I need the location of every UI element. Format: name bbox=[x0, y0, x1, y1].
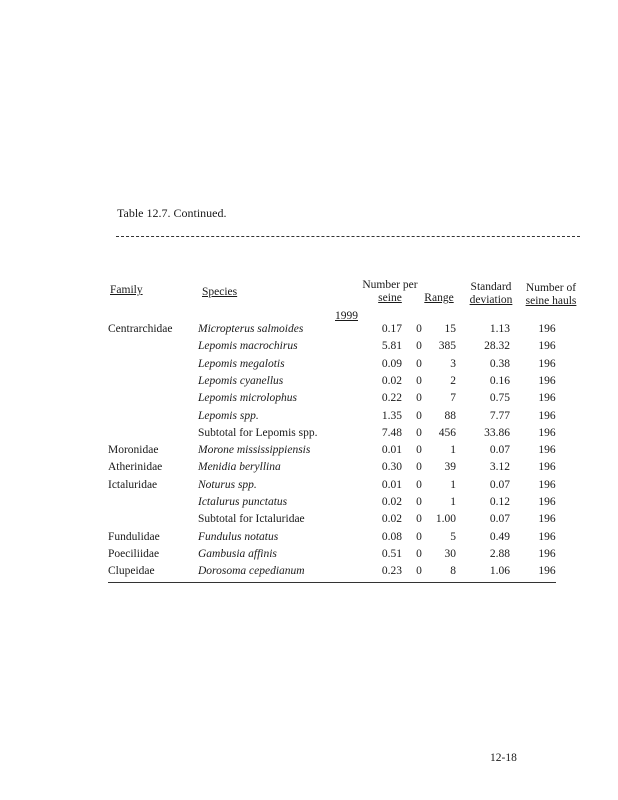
seine-hauls-cell: 196 bbox=[538, 323, 556, 335]
header-number-per-seine bbox=[360, 279, 420, 305]
table-row bbox=[0, 513, 618, 530]
table-row bbox=[0, 323, 618, 340]
seine-hauls-cell: 196 bbox=[538, 496, 556, 508]
header-number-per-seine-line1: Number per bbox=[362, 279, 418, 291]
mean-per-seine-cell: 0.51 bbox=[381, 547, 402, 560]
header-sd-line2 bbox=[466, 294, 516, 307]
mean-per-seine-cell: 0.09 bbox=[381, 357, 402, 370]
seine-hauls-cell: 196 bbox=[538, 426, 556, 439]
table-row bbox=[0, 410, 618, 427]
range-max-cell: 30 bbox=[444, 547, 456, 560]
family-cell: Fundulidae bbox=[108, 530, 160, 543]
species-cell: Fundulus notatus bbox=[198, 530, 279, 543]
range-min-cell: 0 bbox=[416, 478, 422, 491]
header-hauls-line2-text: seine hauls bbox=[525, 295, 577, 307]
header-sd-line1: Standard bbox=[470, 281, 512, 293]
seine-hauls-cell: 196 bbox=[538, 513, 556, 526]
range-min-cell: 0 bbox=[416, 530, 422, 543]
species-cell: Gambusia affinis bbox=[198, 547, 277, 560]
table-caption: Table 12.7. Continued. bbox=[117, 206, 227, 220]
range-min-cell: 0 bbox=[416, 565, 422, 578]
mean-per-seine-cell: 0.02 bbox=[381, 513, 402, 526]
table-row bbox=[0, 531, 618, 548]
range-max-cell: 1.00 bbox=[435, 513, 456, 526]
table-row bbox=[0, 565, 618, 582]
seine-hauls-cell: 196 bbox=[538, 392, 556, 405]
mean-per-seine-cell: 0.01 bbox=[381, 444, 402, 457]
mean-per-seine-cell: 0.02 bbox=[381, 374, 402, 387]
standard-deviation-cell: 3.12 bbox=[489, 461, 510, 474]
family-cell: Poeciliidae bbox=[108, 547, 160, 560]
table-row bbox=[0, 548, 618, 565]
seine-hauls-cell: 196 bbox=[538, 357, 556, 370]
mean-per-seine-cell: 0.23 bbox=[381, 565, 402, 578]
range-min-cell: 0 bbox=[416, 357, 422, 370]
range-min-cell: 0 bbox=[416, 374, 422, 387]
species-cell: Micropterus salmoides bbox=[198, 323, 304, 335]
standard-deviation-cell: 0.75 bbox=[489, 392, 510, 405]
species-cell: Morone mississippiensis bbox=[198, 444, 311, 457]
seine-hauls-cell: 196 bbox=[538, 444, 556, 457]
header-number-of-seine-hauls bbox=[522, 282, 580, 308]
standard-deviation-cell: 0.07 bbox=[489, 478, 510, 491]
range-min-cell: 0 bbox=[416, 426, 422, 439]
header-range: Range bbox=[424, 292, 454, 304]
family-cell: Ictaluridae bbox=[108, 478, 158, 491]
table-row bbox=[0, 479, 618, 496]
seine-hauls-cell: 196 bbox=[538, 340, 556, 353]
family-cell: Centrarchidae bbox=[108, 323, 173, 335]
standard-deviation-cell: 0.07 bbox=[489, 444, 510, 457]
range-max-cell: 8 bbox=[450, 565, 456, 578]
range-min-cell: 0 bbox=[416, 496, 422, 508]
header-hauls-line1: Number of bbox=[525, 282, 577, 294]
header-species: Species bbox=[202, 286, 238, 298]
mean-per-seine-cell: 0.22 bbox=[381, 392, 402, 405]
standard-deviation-cell: 33.86 bbox=[484, 426, 510, 439]
range-min-cell: 0 bbox=[416, 392, 422, 405]
header-family: Family bbox=[110, 284, 143, 296]
range-max-cell: 2 bbox=[450, 374, 456, 387]
seine-hauls-cell: 196 bbox=[538, 409, 556, 422]
standard-deviation-cell: 0.16 bbox=[489, 374, 510, 387]
table-row bbox=[0, 358, 618, 375]
species-cell: Lepomis spp. bbox=[198, 409, 259, 422]
mean-per-seine-cell: 7.48 bbox=[381, 426, 402, 439]
mean-per-seine-cell: 0.17 bbox=[381, 323, 402, 335]
range-max-cell: 3 bbox=[450, 357, 456, 370]
standard-deviation-cell: 0.12 bbox=[489, 496, 510, 508]
header-hauls-line2 bbox=[522, 295, 580, 308]
seine-hauls-cell: 196 bbox=[538, 565, 556, 578]
header-number-per-seine-line2-text: seine bbox=[378, 292, 402, 304]
table-row bbox=[0, 427, 618, 444]
species-cell: Subtotal for Ictaluridae bbox=[198, 513, 305, 526]
standard-deviation-cell: 1.13 bbox=[489, 323, 510, 335]
standard-deviation-cell: 2.88 bbox=[489, 547, 510, 560]
mean-per-seine-cell: 0.08 bbox=[381, 530, 402, 543]
range-max-cell: 1 bbox=[450, 444, 456, 457]
mean-per-seine-cell: 0.01 bbox=[381, 478, 402, 491]
table-bottom-rule bbox=[108, 582, 556, 583]
range-min-cell: 0 bbox=[416, 513, 422, 526]
standard-deviation-cell: 0.38 bbox=[489, 357, 510, 370]
mean-per-seine-cell: 0.30 bbox=[381, 461, 402, 474]
family-cell: Atherinidae bbox=[108, 461, 163, 474]
seine-hauls-cell: 196 bbox=[538, 374, 556, 387]
table-row bbox=[0, 375, 618, 392]
species-cell: Lepomis cyanellus bbox=[198, 374, 284, 387]
range-max-cell: 456 bbox=[438, 426, 456, 439]
family-cell: Clupeidae bbox=[108, 565, 155, 578]
standard-deviation-cell: 0.07 bbox=[489, 513, 510, 526]
species-cell: Subtotal for Lepomis spp. bbox=[198, 426, 318, 439]
table-row bbox=[0, 444, 618, 461]
range-max-cell: 1 bbox=[450, 496, 456, 508]
range-min-cell: 0 bbox=[416, 323, 422, 335]
species-cell: Dorosoma cepedianum bbox=[198, 565, 305, 578]
table-row bbox=[0, 461, 618, 478]
range-min-cell: 0 bbox=[416, 444, 422, 457]
range-min-cell: 0 bbox=[416, 547, 422, 560]
range-max-cell: 1 bbox=[450, 478, 456, 491]
mean-per-seine-cell: 0.02 bbox=[381, 496, 402, 508]
range-max-cell: 39 bbox=[444, 461, 456, 474]
header-standard-deviation bbox=[466, 281, 516, 307]
standard-deviation-cell: 7.77 bbox=[489, 409, 510, 422]
range-max-cell: 88 bbox=[444, 409, 456, 422]
species-cell: Lepomis macrochirus bbox=[198, 340, 298, 353]
seine-hauls-cell: 196 bbox=[538, 547, 556, 560]
range-min-cell: 0 bbox=[416, 409, 422, 422]
seine-hauls-cell: 196 bbox=[538, 478, 556, 491]
standard-deviation-cell: 1.06 bbox=[489, 565, 510, 578]
header-number-per-seine-line2 bbox=[360, 292, 420, 305]
standard-deviation-cell: 0.49 bbox=[489, 530, 510, 543]
family-cell: Moronidae bbox=[108, 444, 159, 457]
range-min-cell: 0 bbox=[416, 461, 422, 474]
seine-hauls-cell: 196 bbox=[538, 530, 556, 543]
page-number: 12-18 bbox=[490, 752, 517, 764]
species-cell: Menidia beryllina bbox=[198, 461, 281, 474]
mean-per-seine-cell: 1.35 bbox=[381, 409, 402, 422]
seine-hauls-cell: 196 bbox=[538, 461, 556, 474]
range-min-cell: 0 bbox=[416, 340, 422, 353]
table-row bbox=[0, 496, 618, 513]
table-row bbox=[0, 340, 618, 357]
mean-per-seine-cell: 5.81 bbox=[381, 340, 402, 353]
table-row bbox=[0, 392, 618, 409]
species-cell: Ictalurus punctatus bbox=[198, 496, 288, 508]
species-cell: Lepomis megalotis bbox=[198, 357, 285, 370]
range-max-cell: 7 bbox=[450, 392, 456, 405]
range-max-cell: 5 bbox=[450, 530, 456, 543]
year-label: 1999 bbox=[335, 310, 358, 322]
species-cell: Lepomis microlophus bbox=[198, 392, 297, 405]
range-max-cell: 15 bbox=[444, 323, 456, 335]
range-max-cell: 385 bbox=[438, 340, 456, 353]
header-sd-line2-text: deviation bbox=[469, 294, 513, 306]
header-top-rule bbox=[116, 236, 580, 237]
species-cell: Noturus spp. bbox=[198, 478, 257, 491]
standard-deviation-cell: 28.32 bbox=[484, 340, 510, 353]
